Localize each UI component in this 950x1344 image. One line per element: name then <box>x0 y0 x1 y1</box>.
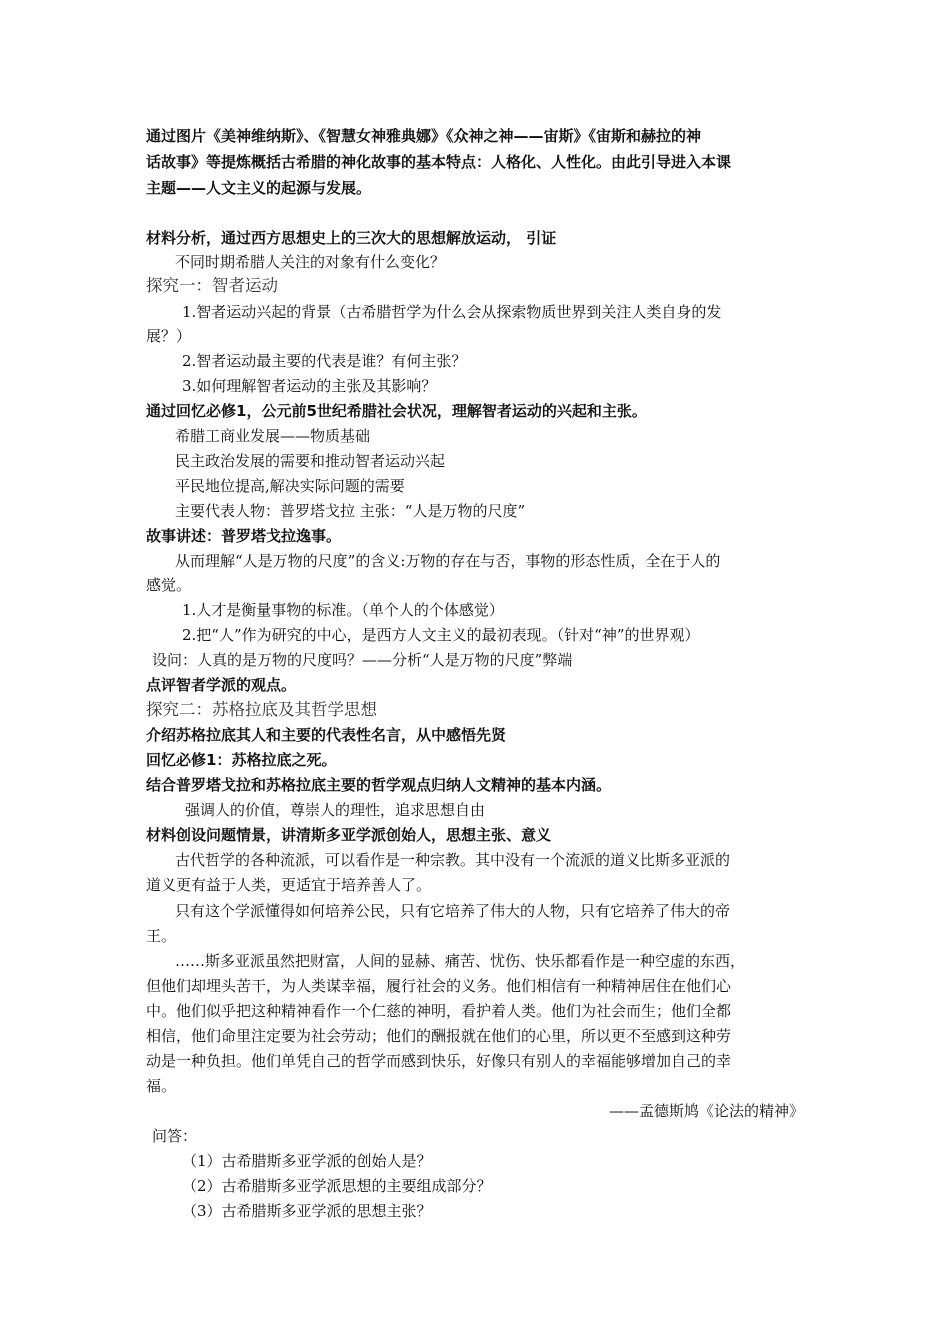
humanism-line: 强调人的价值，尊崇人的理性，追求思想自由 <box>185 801 486 819</box>
section-heading-2: 探究二：苏格拉底及其哲学思想 <box>146 700 377 719</box>
meaning-point-1: 1.人才是衡量事物的标准。（单个人的个体感觉） <box>182 601 504 619</box>
intro-line-2: 话故事》等提炼概括古希腊的神化故事的基本特点：人格化、人性化。由此引导进入本课 <box>146 153 732 171</box>
numbered-item-1: 1.智者运动兴起的背景（古希腊哲学为什么会从探索物质世界到关注人类自身的发 <box>182 303 722 321</box>
quote-line-1: 古代哲学的各种流派，可以看作是一种宗教。其中没有一个流派的道义比斯多亚派的 <box>175 851 731 869</box>
quote-line-2: 道义更有益于人类，更适宜于培养善人了。 <box>146 876 432 894</box>
qa-item-3: （3）古希腊斯多亚学派的思想主张？ <box>182 1202 432 1220</box>
point-line-1: 希腊工商业发展——物质基础 <box>175 427 371 445</box>
quote-line-3: 只有这个学派懂得如何培养公民，只有它培养了伟大的人物，只有它培养了伟大的帝 <box>175 902 731 920</box>
story-line: 故事讲述：普罗塔戈拉逸事。 <box>146 527 342 545</box>
numbered-item-3: 3.如何理解智者运动的主张及其影响？ <box>182 377 437 395</box>
recall-line: 通过回忆必修1，公元前5世纪希腊社会状况，理解智者运动的兴起和主张。 <box>146 402 647 420</box>
point-line-2: 民主政治发展的需要和推动智者运动兴起 <box>175 452 446 470</box>
representative-line: 主要代表人物：普罗塔戈拉 主张：“人是万物的尺度” <box>175 502 526 520</box>
section-heading-1: 探究一：智者运动 <box>146 276 278 295</box>
quote-line-4: 王。 <box>146 927 177 945</box>
quote-line-8: 相信，他们命里注定要为社会劳动；他们的酬报就在他们的心里，所以更不至感到这种劳 <box>146 1027 732 1045</box>
quote-line-10: 福。 <box>146 1077 177 1095</box>
quote-line-6: 但他们却埋头苦干，为人类谋幸福，履行社会的义务。他们相信有一种精神居住在他们心 <box>146 977 732 995</box>
quote-attribution: ——孟德斯鸠《论法的精神》 <box>608 1102 804 1120</box>
comment-line: 点评智者学派的观点。 <box>146 676 297 694</box>
question-line: 不同时期希腊人关注的对象有什么变化？ <box>175 253 446 271</box>
intro-socrates-line: 介绍苏格拉底其人和主要的代表性名言，从中感悟先贤 <box>146 726 507 744</box>
material-analysis-line: 材料分析，通过西方思想史上的三次大的思想解放运动， 引证 <box>146 229 557 247</box>
qa-heading: 问答： <box>152 1127 198 1145</box>
qa-item-2: （2）古希腊斯多亚学派思想的主要组成部分？ <box>182 1177 492 1195</box>
recall-socrates-line: 回忆必修1：苏格拉底之死。 <box>146 751 337 769</box>
stoic-material-line: 材料创设问题情景，讲清斯多亚学派创始人，思想主张、意义 <box>146 826 552 844</box>
meaning-line-1: 从而理解“人是万物的尺度”的含义:万物的存在与否，事物的形态性质，全在于人的 <box>175 552 721 570</box>
point-line-3: 平民地位提高,解决实际问题的需要 <box>175 477 405 495</box>
quote-line-9: 动是一种负担。他们单凭自己的哲学而感到快乐，好像只有别人的幸福能够增加自己的幸 <box>146 1052 732 1070</box>
meaning-point-2: 2.把“人”作为研究的中心，是西方人文主义的最初表现。（针对“神”的世界观） <box>182 626 700 644</box>
quote-line-7: 中。他们似乎把这种精神看作一个仁慈的神明，看护着人类。他们为社会而生；他们全都 <box>146 1002 732 1020</box>
numbered-item-2: 2.智者运动最主要的代表是谁？有何主张？ <box>182 352 467 370</box>
meaning-line-2: 感觉。 <box>146 576 192 594</box>
question-prompt-line: 设问：人真的是万物的尺度吗？——分析“人是万物的尺度”弊端 <box>152 651 573 669</box>
summary-line: 结合普罗塔戈拉和苏格拉底主要的哲学观点归纳人文精神的基本内涵。 <box>146 776 612 794</box>
intro-line-3: 主题——人文主义的起源与发展。 <box>146 179 372 197</box>
numbered-item-1-cont: 展？） <box>146 327 192 345</box>
intro-line-1: 通过图片《美神维纳斯》、《智慧女神雅典娜》《众神之神——宙斯》《宙斯和赫拉的神 <box>146 127 702 145</box>
qa-item-1: （1）古希腊斯多亚学派的创始人是？ <box>182 1152 432 1170</box>
quote-line-5: ……斯多亚派虽然把财富，人间的显赫、痛苦、忧伤、快乐都看作是一种空虚的东西， <box>175 952 746 970</box>
